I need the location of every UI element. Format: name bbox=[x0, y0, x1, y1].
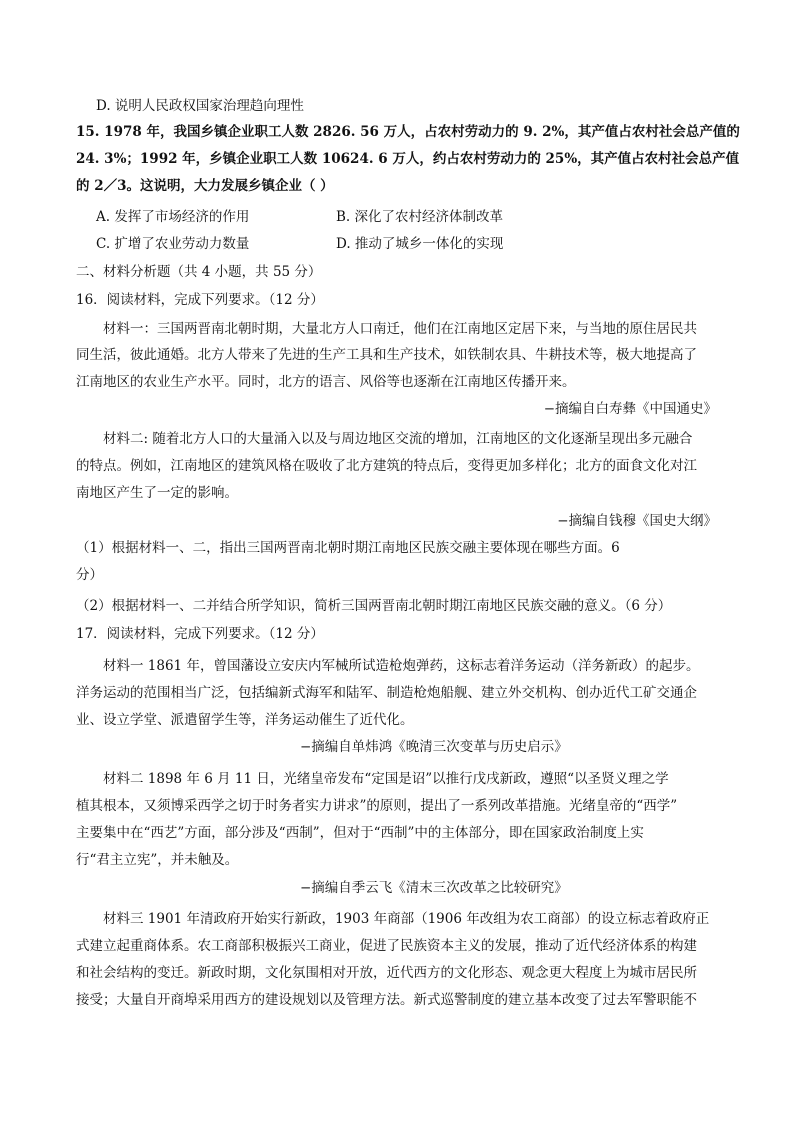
q15-option-c: C. 扩增了农业劳动力数量 bbox=[96, 236, 250, 252]
q16-sub-question-1-line-2: 分） bbox=[76, 567, 103, 583]
q16-sub-question-2: （2）根据材料一、二并结合所学知识，简析三国两晋南北朝时期江南地区民族交融的意义。（6 分） bbox=[76, 598, 672, 614]
q16-material-2-line-3: 南地区产生了一定的影响。 bbox=[76, 485, 238, 501]
q17-material-3-line-4: 接受；大量自开商埠采用西方的建设规划以及管理方法。新式巡警制度的建立基本改变了过去军警职能不 bbox=[76, 992, 697, 1008]
section-2-header: 二、材料分析题（共 4 小题，共 55 分） bbox=[76, 264, 322, 280]
q17-material-1-line-3: 业、设立学堂、派遣留学生等，洋务运动催生了近代化。 bbox=[76, 712, 414, 728]
q15-option-b: B. 深化了农村经济体制改革 bbox=[336, 209, 504, 225]
q15-stem-line-2: 24. 3%；1992 年，乡镇企业职工人数 10624. 6 万人，约占农村劳动力的 25%，其产值占农村社会总产值 bbox=[76, 151, 740, 167]
q16-material-2-source: −摘编自钱穆《国史大纲》 bbox=[557, 513, 717, 529]
q17-material-1-line-2: 洋务运动的范围相当广泛，包括编新式海军和陆军、制造枪炮船舰、建立外交机构、创办近代工矿交通企 bbox=[76, 685, 697, 701]
q15-stem-line-3: 的 2／3。这说明，大力发展乡镇企业（ ） bbox=[76, 178, 334, 194]
q16-material-2-line-2: 的特点。例如，江南地区的建筑风格在吸收了北方建筑的特点后，变得更加多样化；北方的面食文化对江 bbox=[76, 458, 697, 474]
q16-material-2-line-1: 材料二: 随着北方人口的大量涌入以及与周边地区交流的增加，江南地区的文化逐渐呈现出多元融合 bbox=[103, 431, 693, 447]
q17-title: 17．阅读材料，完成下列要求。（12 分） bbox=[76, 626, 324, 642]
q17-material-2-line-4: 行“君主立宪”，并未触及。 bbox=[76, 852, 239, 868]
q16-material-1-line-2: 同生活，彼此通婚。北方人带来了先进的生产工具和生产技术，如铁制农具、牛耕技术等，极大地提高了 bbox=[76, 347, 697, 363]
q16-sub-question-1-line-1: （1）根据材料一、二，指出三国两晋南北朝时期江南地区民族交融主要体现在哪些方面。6 bbox=[76, 540, 620, 556]
q17-material-2-line-1: 材料二 1898 年 6 月 11 日，光绪皇帝发布“定国是诏”以推行戊戌新政，遵照“以圣贤义理之学 bbox=[103, 771, 669, 787]
q17-material-2-source: −摘编自季云飞《清末三次改革之比较研究》 bbox=[300, 880, 568, 896]
q15-option-d: D. 推动了城乡一体化的实现 bbox=[336, 236, 504, 252]
q15-option-a: A. 发挥了市场经济的作用 bbox=[96, 209, 250, 225]
q17-material-2-line-2: 植其根本，又须博采西学之切于时务者实力讲求”的原则，提出了一系列改革措施。光绪皇帝的“西学” bbox=[76, 798, 678, 814]
q17-material-3-line-1: 材料三 1901 年清政府开始实行新政，1903 年商部（1906 年改组为农工商部）的设立标志着政府正 bbox=[103, 911, 710, 927]
q15-stem-line-1: 15. 1978 年，我国乡镇企业职工人数 2826. 56 万人，占农村劳动力的 9. 2%，其产值占农村社会总产值的 bbox=[76, 124, 740, 140]
q17-material-1-source: −摘编自单炜鸿《晚清三次变革与历史启示》 bbox=[300, 739, 568, 755]
q14-option-d: D. 说明人民政权国家治理趋向理性 bbox=[96, 98, 304, 114]
q16-material-1-source: −摘编自白寿彝《中国通史》 bbox=[543, 401, 717, 417]
q16-material-1-line-1: 材料一：三国两晋南北朝时期，大量北方人口南迁，他们在江南地区定居下来，与当地的原住居民共 bbox=[103, 321, 697, 337]
q17-material-3-line-3: 和社会结构的变迁。新政时期，文化氛围相对开放，近代西方的文化形态、观念更大程度上为城市居民所 bbox=[76, 965, 697, 981]
q17-material-2-line-3: 主要集中在“西艺”方面，部分涉及“西制”，但对于“西制”中的主体部分，即在国家政治制度上实 bbox=[76, 825, 644, 841]
q17-material-1-line-1: 材料一 1861 年，曾国藩设立安庆内军械所试造枪炮弹药，这标志着洋务运动（洋务新政）的起步。 bbox=[103, 658, 700, 674]
q17-material-3-line-2: 式建立起重商体系。农工商部积极振兴工商业，促进了民族资本主义的发展，推动了近代经济体系的构建 bbox=[76, 938, 697, 954]
q16-title: 16．阅读材料，完成下列要求。（12 分） bbox=[76, 292, 324, 308]
q16-material-1-line-3: 江南地区的农业生产水平。同时，北方的语言、风俗等也逐渐在江南地区传播开来。 bbox=[76, 374, 576, 390]
